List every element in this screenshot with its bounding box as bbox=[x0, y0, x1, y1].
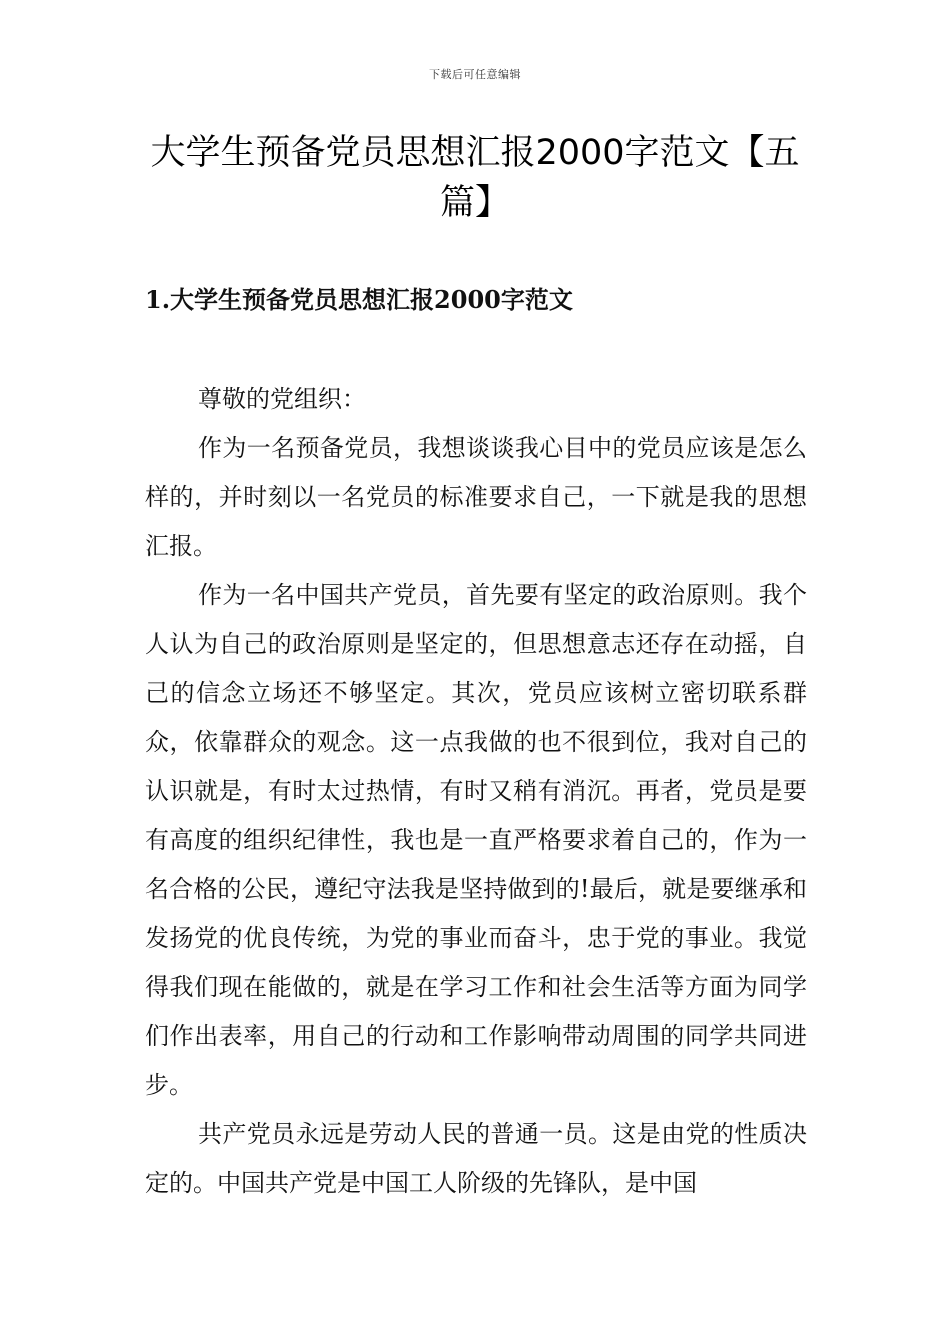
document-body bbox=[145, 375, 807, 1208]
paragraph: 作为一名预备党员，我想谈谈我心目中的党员应该是怎么样的，并时刻以一名党员的标准要求自己，一下就是我的思想汇报。 bbox=[145, 434, 807, 560]
paragraph: 共产党员永远是劳动人民的普通一员。这是由党的性质决定的。中国共产党是中国工人阶级的先锋队，是中国 bbox=[145, 1120, 807, 1197]
paragraph: 作为一名中国共产党员，首先要有坚定的政治原则。我个人认为自己的政治原则是坚定的，但思想意志还存在动摇，自己的信念立场还不够坚定。其次，党员应该树立密切联系群众，依靠群众的观念。这一点我做的也不很到位，我对自己的认识就是，有时太过热情，有时又稍有消沉。再者，党员是要有高度的组织纪律性，我也是一直严格要求着自己的，作为一名合格的公民，遵纪守法我是坚持做到的!最后，就是要继承和发扬党的优良传统，为党的事业而奋斗，忠于党的事业。我觉得我们现在能做的，就是在学习工作和社会生活等方面为同学们作出表率，用自己的行动和工作影响带动周围的同学共同进步。 bbox=[145, 581, 807, 1099]
salutation: 尊敬的党组织： bbox=[198, 385, 366, 413]
header-note: 下载后可任意编辑 bbox=[429, 68, 521, 81]
document-title: 大学生预备党员思想汇报2000字范文【五篇】 bbox=[150, 133, 800, 223]
section-heading: 1.大学生预备党员思想汇报2000字范文 bbox=[145, 285, 573, 314]
